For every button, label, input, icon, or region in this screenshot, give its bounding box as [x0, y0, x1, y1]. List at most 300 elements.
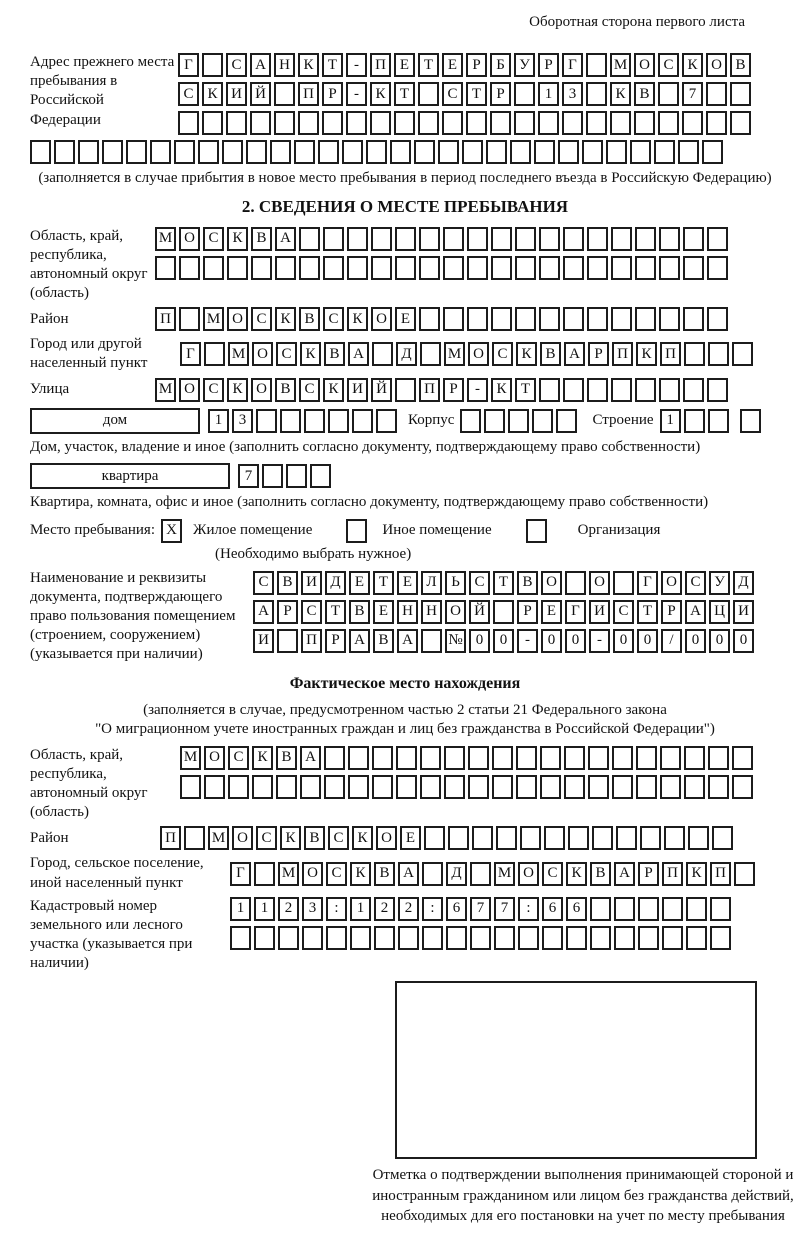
char-cell[interactable]: В [540, 342, 561, 366]
char-cell[interactable] [612, 775, 633, 799]
char-cell[interactable] [587, 227, 608, 251]
char-cell[interactable] [635, 227, 656, 251]
char-cell[interactable]: П [612, 342, 633, 366]
char-cell[interactable]: С [226, 53, 247, 77]
char-cell[interactable] [254, 926, 275, 950]
char-cell[interactable]: И [733, 600, 754, 624]
char-cell[interactable]: П [301, 629, 322, 653]
char-cell[interactable] [419, 307, 440, 331]
char-cell[interactable]: Е [373, 600, 394, 624]
char-cell[interactable]: 1 [230, 897, 251, 921]
char-cell[interactable] [174, 140, 195, 164]
char-cell[interactable]: Р [322, 82, 343, 106]
char-cell[interactable] [732, 746, 753, 770]
char-cell[interactable] [662, 897, 683, 921]
char-cell[interactable]: С [469, 571, 490, 595]
char-cell[interactable]: Н [397, 600, 418, 624]
char-cell[interactable] [563, 307, 584, 331]
char-cell[interactable]: П [419, 378, 440, 402]
char-cell[interactable]: № [445, 629, 466, 653]
char-cell[interactable] [442, 111, 463, 135]
char-cell[interactable]: Т [637, 600, 658, 624]
char-cell[interactable] [348, 775, 369, 799]
char-cell[interactable] [563, 378, 584, 402]
char-cell[interactable] [611, 378, 632, 402]
char-cell[interactable]: : [326, 897, 347, 921]
char-cell[interactable]: 0 [541, 629, 562, 653]
char-cell[interactable] [586, 111, 607, 135]
char-cell[interactable]: С [276, 342, 297, 366]
char-cell[interactable] [540, 775, 561, 799]
char-cell[interactable]: В [590, 862, 611, 886]
char-cell[interactable] [542, 926, 563, 950]
char-cell[interactable] [342, 140, 363, 164]
char-cell[interactable]: И [589, 600, 610, 624]
char-cell[interactable]: О [251, 378, 272, 402]
char-cell[interactable] [515, 307, 536, 331]
char-cell[interactable] [419, 227, 440, 251]
char-cell[interactable]: С [301, 600, 322, 624]
char-cell[interactable] [328, 409, 349, 433]
char-cell[interactable] [438, 140, 459, 164]
char-cell[interactable] [706, 111, 727, 135]
char-cell[interactable] [256, 409, 277, 433]
char-cell[interactable]: 6 [566, 897, 587, 921]
char-cell[interactable] [684, 775, 705, 799]
char-cell[interactable] [246, 140, 267, 164]
char-cell[interactable] [638, 926, 659, 950]
char-cell[interactable] [510, 140, 531, 164]
char-cell[interactable]: К [227, 227, 248, 251]
char-cell[interactable]: О [589, 571, 610, 595]
char-cell[interactable] [421, 629, 442, 653]
char-cell[interactable] [394, 111, 415, 135]
char-cell[interactable]: 7 [682, 82, 703, 106]
char-cell[interactable]: П [660, 342, 681, 366]
char-cell[interactable] [514, 82, 535, 106]
char-cell[interactable] [443, 307, 464, 331]
char-cell[interactable]: Г [178, 53, 199, 77]
char-cell[interactable]: 0 [493, 629, 514, 653]
char-cell[interactable] [611, 227, 632, 251]
char-cell[interactable] [660, 775, 681, 799]
char-cell[interactable]: В [299, 307, 320, 331]
char-cell[interactable] [326, 926, 347, 950]
char-cell[interactable]: М [155, 378, 176, 402]
char-cell[interactable] [564, 775, 585, 799]
char-cell[interactable] [54, 140, 75, 164]
char-cell[interactable] [179, 256, 200, 280]
char-cell[interactable] [732, 775, 753, 799]
char-cell[interactable] [614, 897, 635, 921]
char-cell[interactable] [660, 746, 681, 770]
char-cell[interactable]: 7 [470, 897, 491, 921]
char-cell[interactable] [310, 464, 331, 488]
char-cell[interactable]: В [349, 600, 370, 624]
char-cell[interactable]: В [251, 227, 272, 251]
char-cell[interactable] [227, 256, 248, 280]
char-cell[interactable] [568, 826, 589, 850]
char-cell[interactable] [448, 826, 469, 850]
char-cell[interactable] [734, 862, 755, 886]
char-cell[interactable]: С [685, 571, 706, 595]
char-cell[interactable] [376, 409, 397, 433]
char-cell[interactable]: Н [421, 600, 442, 624]
char-cell[interactable]: С [658, 53, 679, 77]
char-cell[interactable] [372, 342, 393, 366]
char-cell[interactable] [730, 82, 751, 106]
char-cell[interactable] [460, 409, 481, 433]
char-cell[interactable] [420, 775, 441, 799]
char-cell[interactable]: Г [230, 862, 251, 886]
char-cell[interactable] [491, 256, 512, 280]
char-cell[interactable] [614, 926, 635, 950]
char-cell[interactable] [640, 826, 661, 850]
char-cell[interactable] [372, 746, 393, 770]
char-cell[interactable]: 6 [542, 897, 563, 921]
char-cell[interactable] [636, 746, 657, 770]
char-cell[interactable] [582, 140, 603, 164]
char-cell[interactable] [466, 111, 487, 135]
char-cell[interactable]: С [228, 746, 249, 770]
char-cell[interactable]: Г [180, 342, 201, 366]
char-cell[interactable] [252, 775, 273, 799]
char-cell[interactable]: И [347, 378, 368, 402]
char-cell[interactable] [732, 342, 753, 366]
char-cell[interactable]: 0 [685, 629, 706, 653]
char-cell[interactable]: В [324, 342, 345, 366]
char-cell[interactable] [302, 926, 323, 950]
char-cell[interactable]: Т [325, 600, 346, 624]
char-cell[interactable]: Р [325, 629, 346, 653]
char-cell[interactable] [467, 227, 488, 251]
char-cell[interactable]: А [564, 342, 585, 366]
residence-type-checkbox-dwelling[interactable]: Х [161, 519, 182, 543]
char-cell[interactable] [710, 926, 731, 950]
char-cell[interactable] [78, 140, 99, 164]
char-cell[interactable] [563, 256, 584, 280]
char-cell[interactable] [564, 746, 585, 770]
char-cell[interactable] [418, 82, 439, 106]
char-cell[interactable]: П [155, 307, 176, 331]
char-cell[interactable]: 2 [398, 897, 419, 921]
char-cell[interactable]: 0 [469, 629, 490, 653]
char-cell[interactable]: А [348, 342, 369, 366]
char-cell[interactable] [516, 775, 537, 799]
char-cell[interactable]: А [397, 629, 418, 653]
char-cell[interactable]: К [323, 378, 344, 402]
char-cell[interactable] [419, 256, 440, 280]
residence-type-checkbox-organization[interactable] [526, 519, 547, 543]
char-cell[interactable]: П [662, 862, 683, 886]
char-cell[interactable] [635, 256, 656, 280]
char-cell[interactable]: К [347, 307, 368, 331]
char-cell[interactable] [683, 256, 704, 280]
char-cell[interactable]: Д [446, 862, 467, 886]
char-cell[interactable]: Й [469, 600, 490, 624]
char-cell[interactable] [472, 826, 493, 850]
char-cell[interactable]: С [203, 227, 224, 251]
char-cell[interactable] [710, 897, 731, 921]
char-cell[interactable] [707, 227, 728, 251]
char-cell[interactable] [558, 140, 579, 164]
char-cell[interactable]: 1 [538, 82, 559, 106]
char-cell[interactable] [300, 775, 321, 799]
char-cell[interactable]: К [227, 378, 248, 402]
char-cell[interactable] [707, 378, 728, 402]
char-cell[interactable] [492, 775, 513, 799]
char-cell[interactable]: С [328, 826, 349, 850]
char-cell[interactable]: Р [661, 600, 682, 624]
char-cell[interactable]: И [226, 82, 247, 106]
char-cell[interactable] [684, 409, 705, 433]
char-cell[interactable] [494, 926, 515, 950]
char-cell[interactable] [102, 140, 123, 164]
char-cell[interactable] [610, 111, 631, 135]
char-cell[interactable]: Р [277, 600, 298, 624]
char-cell[interactable] [155, 256, 176, 280]
char-cell[interactable] [372, 775, 393, 799]
char-cell[interactable]: С [613, 600, 634, 624]
char-cell[interactable]: К [491, 378, 512, 402]
char-cell[interactable] [740, 409, 761, 433]
char-cell[interactable] [683, 307, 704, 331]
char-cell[interactable]: К [370, 82, 391, 106]
char-cell[interactable] [683, 227, 704, 251]
char-cell[interactable]: Д [325, 571, 346, 595]
char-cell[interactable]: Ь [445, 571, 466, 595]
char-cell[interactable] [226, 111, 247, 135]
char-cell[interactable] [532, 409, 553, 433]
char-cell[interactable] [588, 746, 609, 770]
char-cell[interactable] [422, 926, 443, 950]
char-cell[interactable] [395, 227, 416, 251]
char-cell[interactable]: Р [638, 862, 659, 886]
char-cell[interactable] [556, 409, 577, 433]
char-cell[interactable] [347, 227, 368, 251]
char-cell[interactable]: Е [395, 307, 416, 331]
char-cell[interactable] [395, 378, 416, 402]
char-cell[interactable]: В [276, 746, 297, 770]
char-cell[interactable] [299, 227, 320, 251]
char-cell[interactable] [586, 53, 607, 77]
char-cell[interactable]: И [301, 571, 322, 595]
char-cell[interactable] [348, 746, 369, 770]
char-cell[interactable]: 7 [238, 464, 259, 488]
char-cell[interactable] [586, 82, 607, 106]
char-cell[interactable] [587, 307, 608, 331]
char-cell[interactable]: - [589, 629, 610, 653]
char-cell[interactable] [562, 111, 583, 135]
char-cell[interactable] [565, 571, 586, 595]
char-cell[interactable] [611, 307, 632, 331]
char-cell[interactable] [538, 111, 559, 135]
char-cell[interactable] [395, 256, 416, 280]
char-cell[interactable] [592, 826, 613, 850]
char-cell[interactable]: В [634, 82, 655, 106]
char-cell[interactable] [636, 775, 657, 799]
char-cell[interactable]: К [636, 342, 657, 366]
char-cell[interactable]: И [253, 629, 274, 653]
char-cell[interactable] [420, 746, 441, 770]
char-cell[interactable]: - [517, 629, 538, 653]
char-cell[interactable] [683, 378, 704, 402]
char-cell[interactable]: Г [565, 600, 586, 624]
char-cell[interactable] [366, 140, 387, 164]
char-cell[interactable] [588, 775, 609, 799]
char-cell[interactable]: К [300, 342, 321, 366]
char-cell[interactable] [707, 256, 728, 280]
char-cell[interactable]: К [202, 82, 223, 106]
char-cell[interactable]: 0 [709, 629, 730, 653]
char-cell[interactable] [204, 342, 225, 366]
char-cell[interactable]: Е [541, 600, 562, 624]
char-cell[interactable]: В [373, 629, 394, 653]
char-cell[interactable]: П [710, 862, 731, 886]
char-cell[interactable] [446, 926, 467, 950]
char-cell[interactable] [198, 140, 219, 164]
char-cell[interactable] [444, 746, 465, 770]
char-cell[interactable]: П [160, 826, 181, 850]
char-cell[interactable] [515, 256, 536, 280]
char-cell[interactable]: Р [466, 53, 487, 77]
char-cell[interactable] [611, 256, 632, 280]
char-cell[interactable] [708, 409, 729, 433]
char-cell[interactable] [702, 140, 723, 164]
char-cell[interactable]: Д [396, 342, 417, 366]
char-cell[interactable] [508, 409, 529, 433]
char-cell[interactable] [396, 775, 417, 799]
char-cell[interactable]: О [376, 826, 397, 850]
char-cell[interactable] [654, 140, 675, 164]
char-cell[interactable]: С [178, 82, 199, 106]
char-cell[interactable]: О [232, 826, 253, 850]
char-cell[interactable] [374, 926, 395, 950]
char-cell[interactable]: Р [588, 342, 609, 366]
char-cell[interactable]: О [371, 307, 392, 331]
char-cell[interactable]: Ц [709, 600, 730, 624]
char-cell[interactable]: О [661, 571, 682, 595]
char-cell[interactable]: 1 [660, 409, 681, 433]
char-cell[interactable]: К [516, 342, 537, 366]
char-cell[interactable]: К [280, 826, 301, 850]
char-cell[interactable] [323, 256, 344, 280]
char-cell[interactable] [346, 111, 367, 135]
char-cell[interactable]: М [444, 342, 465, 366]
char-cell[interactable] [658, 111, 679, 135]
char-cell[interactable] [298, 111, 319, 135]
char-cell[interactable]: 3 [232, 409, 253, 433]
char-cell[interactable] [708, 746, 729, 770]
char-cell[interactable] [371, 227, 392, 251]
char-cell[interactable]: П [298, 82, 319, 106]
char-cell[interactable]: Т [373, 571, 394, 595]
char-cell[interactable]: А [614, 862, 635, 886]
char-cell[interactable]: Й [371, 378, 392, 402]
char-cell[interactable] [492, 746, 513, 770]
char-cell[interactable] [270, 140, 291, 164]
char-cell[interactable]: П [370, 53, 391, 77]
char-cell[interactable] [707, 307, 728, 331]
char-cell[interactable]: А [349, 629, 370, 653]
char-cell[interactable]: О [227, 307, 248, 331]
char-cell[interactable] [318, 140, 339, 164]
char-cell[interactable]: М [228, 342, 249, 366]
char-cell[interactable]: М [278, 862, 299, 886]
char-cell[interactable]: Б [490, 53, 511, 77]
char-cell[interactable]: К [275, 307, 296, 331]
char-cell[interactable] [486, 140, 507, 164]
char-cell[interactable]: Е [397, 571, 418, 595]
char-cell[interactable] [516, 746, 537, 770]
char-cell[interactable]: Е [442, 53, 463, 77]
char-cell[interactable] [443, 256, 464, 280]
char-cell[interactable] [613, 571, 634, 595]
char-cell[interactable] [30, 140, 51, 164]
char-cell[interactable]: А [275, 227, 296, 251]
char-cell[interactable]: В [304, 826, 325, 850]
char-cell[interactable] [540, 746, 561, 770]
char-cell[interactable]: 0 [613, 629, 634, 653]
char-cell[interactable]: Т [322, 53, 343, 77]
char-cell[interactable]: В [275, 378, 296, 402]
char-cell[interactable] [371, 256, 392, 280]
char-cell[interactable] [491, 227, 512, 251]
char-cell[interactable]: С [492, 342, 513, 366]
char-cell[interactable]: Е [349, 571, 370, 595]
char-cell[interactable] [470, 926, 491, 950]
char-cell[interactable] [493, 600, 514, 624]
char-cell[interactable] [280, 409, 301, 433]
char-cell[interactable] [730, 111, 751, 135]
char-cell[interactable] [712, 826, 733, 850]
char-cell[interactable]: С [251, 307, 272, 331]
char-cell[interactable] [518, 926, 539, 950]
char-cell[interactable] [686, 897, 707, 921]
char-cell[interactable] [230, 926, 251, 950]
char-cell[interactable] [275, 256, 296, 280]
char-cell[interactable]: О [518, 862, 539, 886]
char-cell[interactable] [590, 926, 611, 950]
char-cell[interactable] [708, 342, 729, 366]
char-cell[interactable]: О [706, 53, 727, 77]
char-cell[interactable]: О [302, 862, 323, 886]
char-cell[interactable] [539, 256, 560, 280]
char-cell[interactable]: У [709, 571, 730, 595]
char-cell[interactable]: М [155, 227, 176, 251]
char-cell[interactable] [490, 111, 511, 135]
char-cell[interactable] [563, 227, 584, 251]
char-cell[interactable] [222, 140, 243, 164]
char-cell[interactable]: : [422, 897, 443, 921]
char-cell[interactable]: 1 [350, 897, 371, 921]
char-cell[interactable]: 2 [374, 897, 395, 921]
char-cell[interactable] [659, 227, 680, 251]
char-cell[interactable] [277, 629, 298, 653]
char-cell[interactable]: К [298, 53, 319, 77]
char-cell[interactable]: С [323, 307, 344, 331]
char-cell[interactable] [274, 111, 295, 135]
char-cell[interactable] [539, 227, 560, 251]
char-cell[interactable] [347, 256, 368, 280]
char-cell[interactable]: У [514, 53, 535, 77]
char-cell[interactable] [323, 227, 344, 251]
char-cell[interactable] [467, 307, 488, 331]
char-cell[interactable] [278, 926, 299, 950]
char-cell[interactable] [322, 111, 343, 135]
char-cell[interactable] [250, 111, 271, 135]
char-cell[interactable] [286, 464, 307, 488]
